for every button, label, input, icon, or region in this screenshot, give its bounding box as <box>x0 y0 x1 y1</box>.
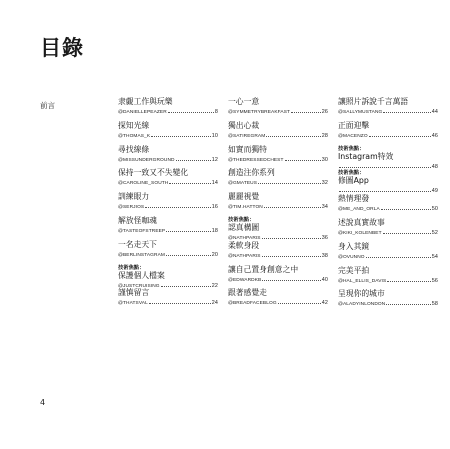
entry-leader-line <box>118 298 218 308</box>
leader-dots <box>168 107 214 113</box>
entry-leader-line <box>118 178 218 188</box>
entry-page-number: 48 <box>431 163 438 170</box>
toc-entry[interactable] <box>118 145 218 169</box>
toc-entry[interactable] <box>338 146 438 170</box>
entry-page-number: 54 <box>431 253 438 260</box>
toc-column-1 <box>118 97 218 312</box>
toc-entry[interactable] <box>338 242 438 266</box>
entry-title: 述說真實故事 <box>338 217 385 227</box>
toc-column-3 <box>338 97 438 313</box>
toc-entry[interactable] <box>118 168 218 192</box>
entry-tag: 技術焦點： <box>118 264 145 271</box>
leader-dots <box>262 275 320 281</box>
entry-leader-line <box>118 107 218 117</box>
page-title: 目錄 <box>40 36 84 60</box>
leader-dots <box>383 107 430 113</box>
toc-entry[interactable] <box>338 289 438 313</box>
entry-leader-line <box>118 202 218 212</box>
entry-handle: @JUSTCRUISING <box>118 283 160 289</box>
entry-leader-line <box>228 107 328 117</box>
entry-title: Instagram特效 <box>338 151 394 161</box>
entry-leader-line <box>338 107 438 117</box>
entry-leader-line <box>228 178 328 188</box>
entry-leader-line <box>118 226 218 236</box>
entry-title: 探知光線 <box>118 120 150 130</box>
toc-entry[interactable] <box>338 194 438 218</box>
toc-entry[interactable] <box>228 121 328 145</box>
entry-handle: @EDWARDKB <box>228 277 262 283</box>
toc-entry[interactable] <box>118 288 218 312</box>
entry-leader-line <box>228 251 328 261</box>
leader-dots <box>266 131 320 137</box>
entry-handle: @MACENZO <box>338 133 368 139</box>
toc-entry[interactable] <box>118 216 218 240</box>
entry-leader-line <box>228 155 328 165</box>
entry-title: 麗麗視覺 <box>228 192 260 202</box>
entry-handle: @DANIELLEPEAZER <box>118 110 167 115</box>
leader-dots <box>145 202 211 208</box>
entry-title: 創造注你系列 <box>228 168 275 178</box>
entry-page-number: 34 <box>321 204 328 211</box>
leader-dots <box>264 202 321 208</box>
leader-dots <box>258 178 321 184</box>
entry-tag: 技術焦點： <box>338 170 365 177</box>
entry-page-number: 44 <box>431 109 438 115</box>
entry-title: 一心一意 <box>228 97 260 106</box>
toc-entry[interactable] <box>118 97 218 121</box>
entry-handle: @CAROLINE_SOUTH <box>118 181 169 187</box>
entry-handle: @ME_AND_ORLA <box>338 207 380 213</box>
entry-leader-line <box>118 131 218 141</box>
leader-dots <box>285 155 321 161</box>
entry-title: 讓自己置身創意之中 <box>228 264 299 274</box>
leader-dots <box>383 228 431 234</box>
entry-page-number: 20 <box>211 251 218 258</box>
leader-dots <box>366 252 431 258</box>
entry-handle: @THOMAS_K <box>118 133 151 139</box>
toc-entry[interactable] <box>228 241 328 265</box>
entry-page-number: 32 <box>321 180 328 187</box>
entry-page-number: 50 <box>431 206 438 213</box>
toc-entry[interactable] <box>228 168 328 192</box>
entry-page-number: 52 <box>431 229 438 236</box>
entry-leader-line <box>118 250 218 260</box>
entry-leader-line <box>228 131 328 141</box>
leader-dots <box>149 298 211 304</box>
entry-handle: @OVUNNO <box>338 254 365 260</box>
entry-title: 修圖App <box>338 176 369 186</box>
entry-handle: @SALLYMUSTANG <box>338 110 383 115</box>
entry-page-number: 56 <box>431 277 438 284</box>
entry-page-number: 42 <box>321 300 328 307</box>
toc-entry[interactable] <box>118 121 218 145</box>
entry-page-number: 58 <box>431 301 438 308</box>
entry-handle: @SYMMETRYBREAKFAST <box>228 110 291 115</box>
leader-dots <box>291 107 321 113</box>
toc-entry[interactable] <box>338 218 438 242</box>
entry-title: 如實而獨特 <box>228 144 267 154</box>
leader-dots <box>278 298 321 304</box>
toc-entry[interactable] <box>118 192 218 216</box>
entry-leader-line <box>338 276 438 286</box>
preface-link[interactable]: 前言 <box>40 101 55 110</box>
entry-title: 完美平拍 <box>338 265 370 275</box>
leader-dots <box>169 178 210 184</box>
leader-dots <box>166 226 211 232</box>
toc-entry[interactable] <box>228 97 328 121</box>
entry-title: 認真構圖 <box>228 222 260 232</box>
entry-leader-line <box>338 299 438 309</box>
toc-column-2 <box>228 97 328 312</box>
toc-entry[interactable] <box>338 170 438 194</box>
entry-handle: @KIKI_KOLENBET <box>338 230 382 236</box>
entry-handle: @NATHPARIS <box>228 253 261 259</box>
entry-handle: @SATIREGRAM <box>228 133 266 139</box>
entry-page-number: 30 <box>321 156 328 163</box>
leader-dots <box>339 186 431 192</box>
entry-page-number: 22 <box>211 282 218 289</box>
leader-dots <box>176 155 211 161</box>
entry-title: 正面迎擊 <box>338 120 370 130</box>
toc-entry[interactable] <box>118 240 218 264</box>
leader-dots <box>369 131 431 137</box>
leader-dots <box>161 281 211 287</box>
toc-entry[interactable] <box>118 265 218 289</box>
leader-dots <box>339 162 431 168</box>
entry-title: 隶覷工作與玩樂 <box>118 97 173 106</box>
entry-title: 熱情理發 <box>338 194 370 204</box>
entry-page-number: 10 <box>211 132 218 139</box>
leader-dots <box>262 251 321 257</box>
entry-title: 訓練眼力 <box>118 192 150 202</box>
entry-title: 保護個人檔案 <box>118 270 165 280</box>
entry-leader-line <box>338 131 438 141</box>
toc-entry[interactable] <box>228 145 328 169</box>
toc-entry[interactable] <box>338 266 438 290</box>
entry-page-number: 14 <box>211 180 218 187</box>
entry-handle: @BREADFACEBLOG <box>228 301 277 307</box>
entry-leader-line <box>228 275 328 285</box>
entry-page-number: 16 <box>211 204 218 211</box>
entry-page-number: 18 <box>211 227 218 234</box>
toc-entry[interactable] <box>338 97 438 121</box>
entry-title: 柔軟身段 <box>228 240 260 250</box>
toc-entry[interactable] <box>228 265 328 289</box>
entry-title: 身入其鏡 <box>338 241 370 251</box>
entry-page-number: 38 <box>321 252 328 259</box>
toc-entry[interactable] <box>228 288 328 312</box>
entry-title: 獨出心裁 <box>228 120 260 130</box>
entry-page-number: 28 <box>321 132 328 139</box>
entry-handle: @ALADYINLONDON <box>338 302 386 308</box>
entry-page-number: 49 <box>431 188 438 195</box>
entry-page-number: 8 <box>214 109 218 115</box>
leader-dots <box>386 299 430 305</box>
entry-leader-line <box>338 204 438 214</box>
entry-page-number: 24 <box>211 300 218 307</box>
entry-handle: @BERLINSTAGRAM <box>118 252 165 258</box>
toc-entry[interactable] <box>228 192 328 216</box>
leader-dots <box>262 233 321 239</box>
entry-tag: 技術焦點： <box>228 216 255 223</box>
entry-leader-line <box>228 298 328 308</box>
page-number: 4 <box>40 398 46 407</box>
entry-title: 呈現你的城市 <box>338 289 385 299</box>
entry-leader-line <box>338 252 438 262</box>
entry-title: 跟著感覺走 <box>228 288 267 298</box>
leader-dots <box>381 204 431 210</box>
entry-page-number: 46 <box>431 132 438 139</box>
entry-title: 一名走天下 <box>118 239 157 249</box>
entry-title: 尋找線條 <box>118 144 150 154</box>
entry-title: 解放怪咖魂 <box>118 215 157 225</box>
entry-title: 讓照片訴說千言萬語 <box>338 97 409 106</box>
entry-handle: @SERJIOS <box>118 205 145 211</box>
entry-leader-line <box>118 155 218 165</box>
entry-handle: @MISSUNDERGROUND <box>118 157 175 163</box>
entry-handle: @THEDRESSEDCHEST <box>228 157 284 163</box>
entry-handle: @TASTEOFSTREEP <box>118 228 166 234</box>
toc-entry[interactable] <box>228 217 328 241</box>
entry-title: 謹慎留言 <box>118 288 150 298</box>
toc-entry[interactable] <box>338 121 438 145</box>
entry-handle: @TIM.HATTON <box>228 205 263 211</box>
leader-dots <box>166 250 211 256</box>
leader-dots <box>387 276 431 282</box>
entry-page-number: 40 <box>321 276 328 283</box>
entry-page-number: 26 <box>321 109 328 115</box>
leader-dots <box>151 131 211 137</box>
entry-handle: @GMATEUS <box>228 181 258 187</box>
entry-leader-line <box>338 228 438 238</box>
entry-page-number: 12 <box>211 156 218 163</box>
entry-handle: @NATHPARIS <box>228 235 261 241</box>
entry-handle: @THATSVAL <box>118 301 148 307</box>
entry-page-number: 36 <box>321 234 328 241</box>
entry-handle: @HAL_ELLIS_DAVIS <box>338 278 387 284</box>
entry-leader-line <box>228 202 328 212</box>
entry-tag: 技術焦點： <box>338 145 365 152</box>
entry-title: 保持一致又不失變化 <box>118 168 189 178</box>
